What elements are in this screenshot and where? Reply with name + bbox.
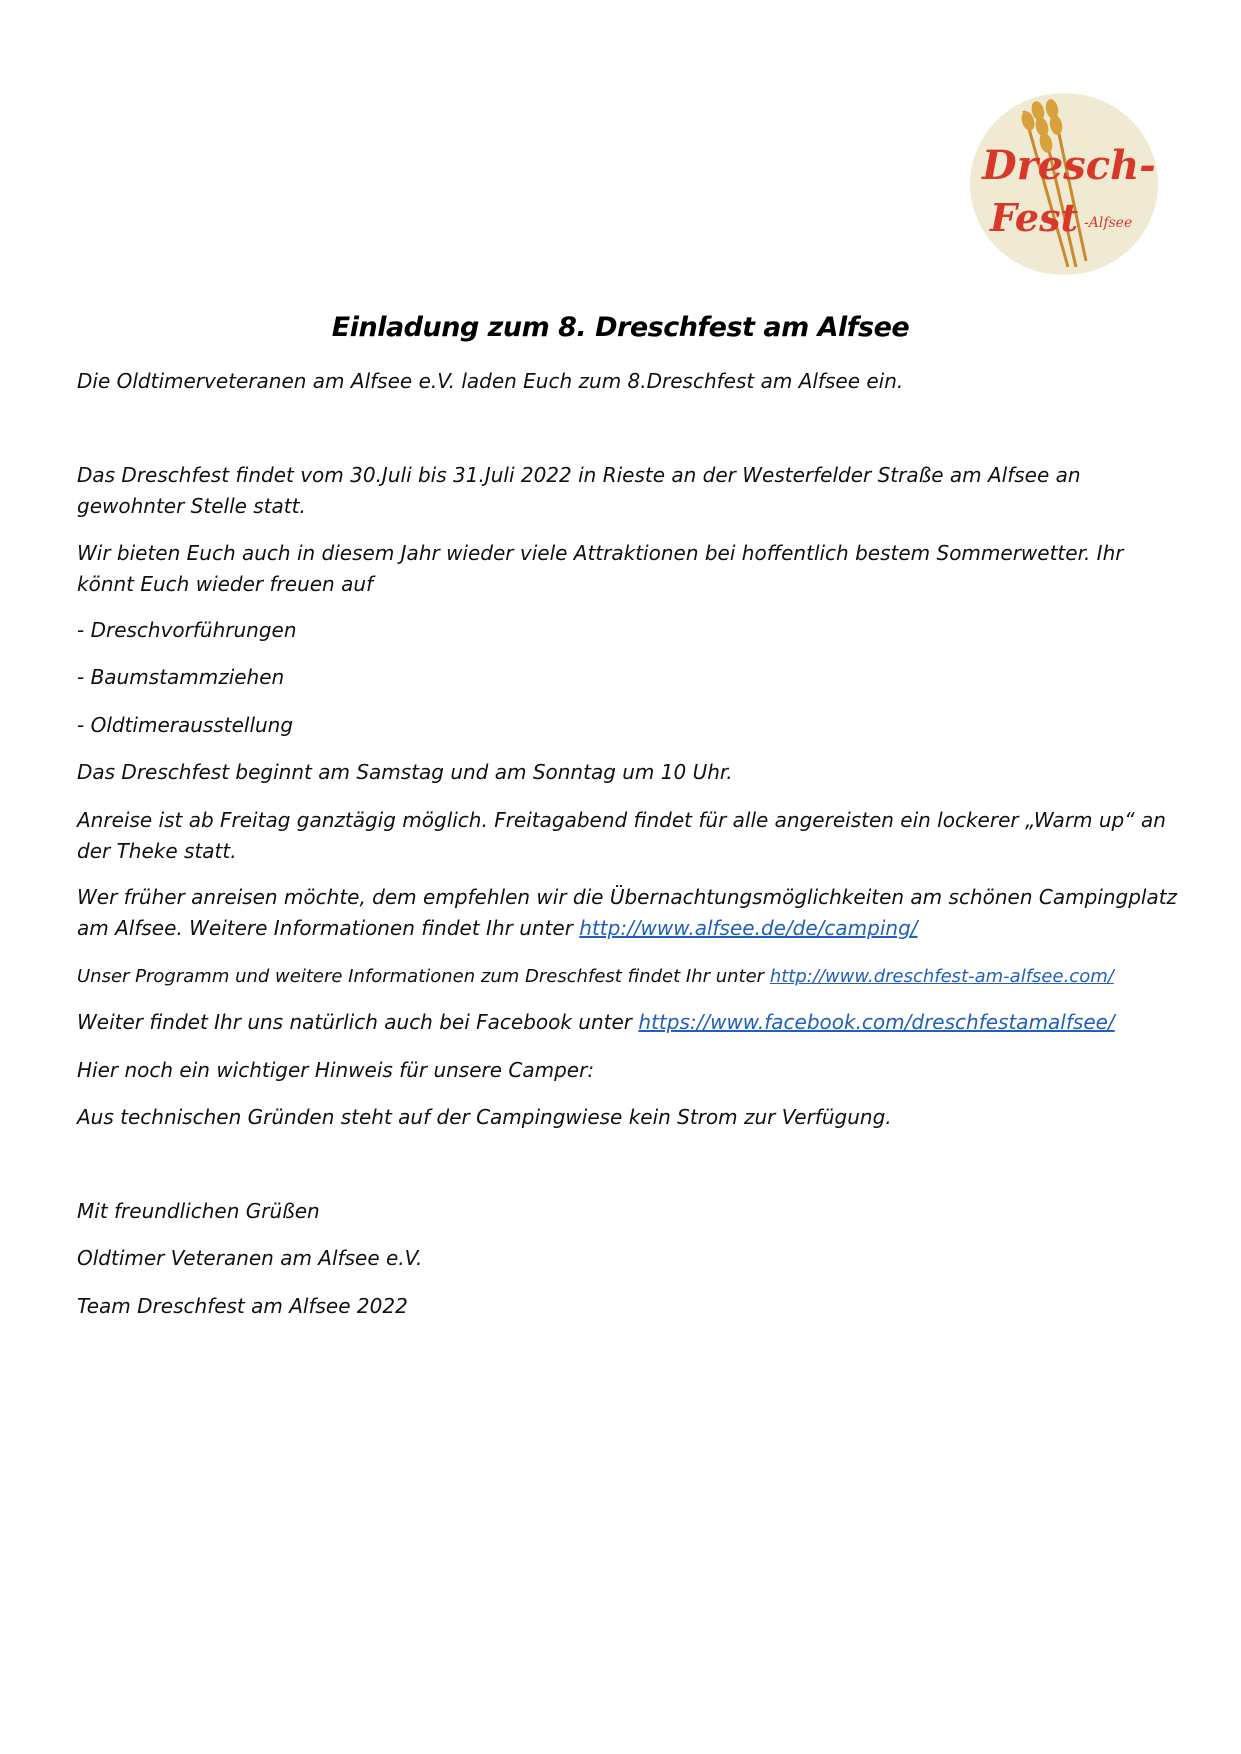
notice-text: Aus technischen Gründen steht auf der Campingwiese kein Strom zur Verfügung.	[77, 1105, 892, 1129]
attractions-intro-line-1: Wir bieten Euch auch in diesem Jahr wieder viele Attraktionen bei hoffentlich bestem Sommerwetter. Ihr	[77, 541, 1124, 565]
notice-heading: Hier noch ein wichtiger Hinweis für unsere Camper:	[77, 1058, 595, 1082]
dreschfest-logo	[968, 91, 1160, 277]
attraction-item: - Baumstammziehen	[77, 665, 285, 689]
program-text: Unser Programm und weitere Informationen zum Dreschfest findet Ihr unter	[77, 966, 770, 987]
attraction-item: - Dreschvorführungen	[77, 618, 297, 642]
attractions-intro-line-2: könnt Euch wieder freuen auf	[77, 572, 374, 596]
document-title: Einladung zum 8. Dreschfest am Alfsee	[331, 312, 910, 343]
camping-line-1: Wer früher anreisen möchte, dem empfehlen wir die Übernachtungsmöglichkeiten am schönen Campingplatz	[77, 885, 1178, 909]
signoff-org: Oldtimer Veteranen am Alfsee e.V.	[77, 1246, 423, 1270]
date-location-line-2: gewohnter Stelle statt.	[77, 494, 306, 518]
logo-wordmark-top: Dresch-	[982, 142, 1156, 189]
facebook-text: Weiter findet Ihr uns natürlich auch bei Facebook unter	[77, 1010, 639, 1034]
facebook-line	[77, 1007, 1115, 1038]
camping-text: am Alfsee. Weitere Informationen findet Ihr unter	[77, 916, 580, 940]
logo-wordmark-bottom: Fest	[990, 195, 1079, 240]
arrival-line-2: der Theke statt.	[77, 839, 237, 863]
date-location-line-1: Das Dreschfest findet vom 30.Juli bis 31.Juli 2022 in Rieste an der Westerfelder Straße am Alfsee an	[77, 463, 1081, 487]
camping-line-2	[77, 913, 918, 944]
facebook-link[interactable]: https://www.facebook.com/dreschfestamalfsee/	[638, 1010, 1115, 1034]
logo-wordmark-small: -Alfsee	[1084, 215, 1133, 231]
signoff-team: Team Dreschfest am Alfsee 2022	[77, 1294, 408, 1318]
attraction-item: - Oldtimerausstellung	[77, 713, 294, 737]
signoff-greeting: Mit freundlichen Grüßen	[77, 1199, 320, 1223]
program-link[interactable]: http://www.dreschfest-am-alfsee.com/	[769, 966, 1114, 987]
start-time-text: Das Dreschfest beginnt am Samstag und am Sonntag um 10 Uhr.	[77, 760, 733, 784]
intro-text: Die Oldtimerveteranen am Alfsee e.V. laden Euch zum 8.Dreschfest am Alfsee ein.	[77, 369, 904, 393]
camping-link[interactable]: http://www.alfsee.de/de/camping/	[579, 916, 918, 940]
program-line	[77, 961, 1114, 992]
arrival-line-1: Anreise ist ab Freitag ganztägig möglich. Freitagabend findet für alle angereisten ein lockerer „Warm up“ an	[77, 808, 1166, 832]
